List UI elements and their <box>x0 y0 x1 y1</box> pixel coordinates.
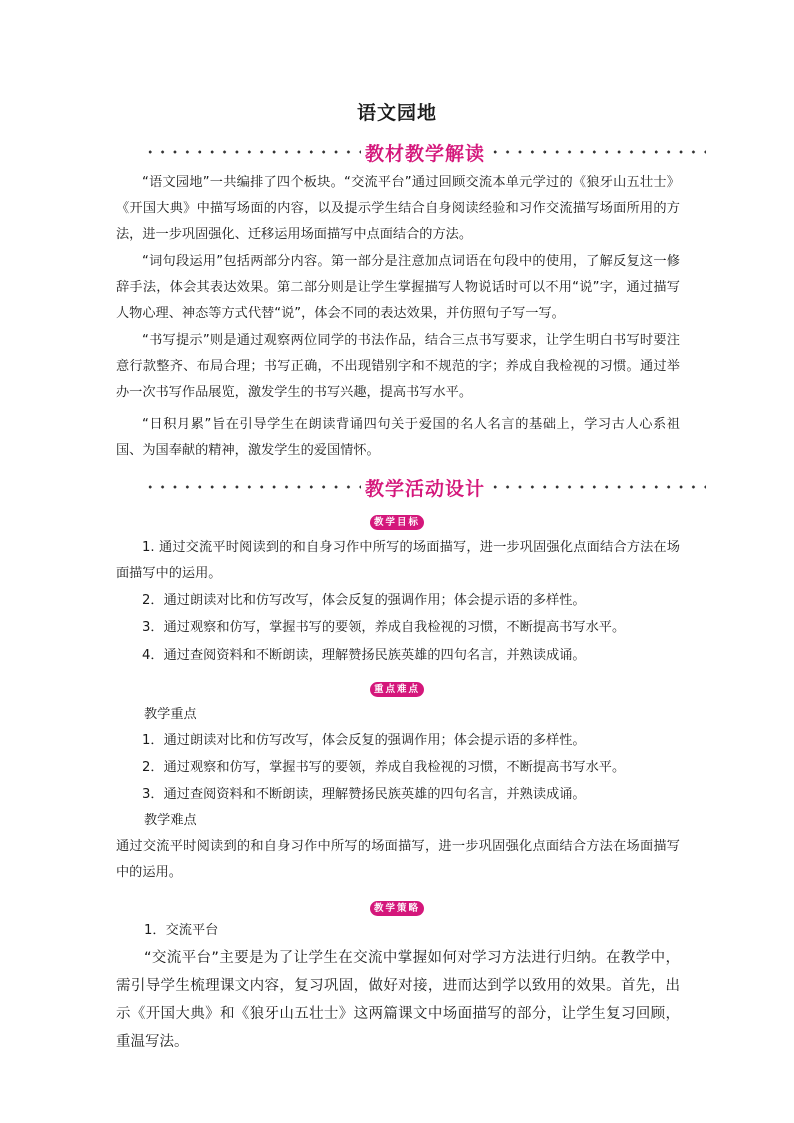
key-point-item: 1．通过朗读对比和仿写改写，体会反复的强调作用；体会提示语的多样性。 <box>142 733 586 748</box>
section-title: 教材教学解读 <box>365 142 486 165</box>
key-point-item: 2．通过观察和仿写，掌握书写的要领，养成自我检视的习惯，不断提高书写水平。 <box>142 760 626 775</box>
paragraph: “词句段运用”包括两部分内容。第一部分是注意加点词语在句段中的使用，了解反复这一修辞手法，体会其表达效果。第二部分则是让学生掌握描写人物说话时可以不用“说”字，通过描写人物心理、神态等方式代替“说”，体会不同的表达效果，并仿照句子写一写。 <box>116 254 680 321</box>
strategy-subheading: 1．交流平台 <box>144 923 219 938</box>
goal-item: 1. 通过交流平时阅读到的和自身习作中所写的场面描写，进一步巩固强化点面结合方法在场面描写中的运用。 <box>116 540 680 581</box>
section-header-reading <box>144 138 706 166</box>
goal-item: 2．通过朗读对比和仿写改写，体会反复的强调作用；体会提示语的多样性。 <box>142 593 586 608</box>
paragraph: “书写提示”则是通过观察两位同学的书法作品，结合三点书写要求，让学生明白书写时要注意行款整齐、布局合理；书写正确，不出现错别字和不规范的字；养成自我检视的习惯。通过举办一次书写作品展览，激发学生的书写兴趣，提高书写水平。 <box>116 333 680 400</box>
dotted-rule-left <box>144 485 361 489</box>
badge-key-difficult <box>0 677 794 697</box>
key-points-label: 教学重点 <box>144 707 197 722</box>
badge-teaching-strategy <box>0 896 794 916</box>
goal-item: 4．通过查阅资料和不断朗读，理解赞扬民族英雄的四句名言，并熟读成诵。 <box>142 648 586 663</box>
paragraph: “日积月累”旨在引导学生在朗读背诵四句关于爱国的名人名言的基础上，学习古人心系祖国、为国奉献的精神，激发学生的爱国情怀。 <box>116 417 680 458</box>
dotted-rule-right <box>489 485 706 489</box>
key-point-item: 3．通过查阅资料和不断朗读，理解赞扬民族英雄的四句名言，并熟读成诵。 <box>142 787 586 802</box>
strategy-text: “交流平台”主要是为了让学生在交流中掌握如何对学习方法进行归纳。在教学中，需引导学生梳理课文内容，复习巩固，做好对接，进而达到学以致用的效果。首先，出示《开国大典》和《狼牙山五壮士》这两篇课文中场面描写的部分，让学生复习回顾，重温写法。 <box>116 950 680 1050</box>
paragraph: “语文园地”一共编排了四个板块。“交流平台”通过回顾交流本单元学过的《狼牙山五壮士》《开国大典》中描写场面的内容，以及提示学生结合自身阅读经验和习作交流描写场面所用的方法，进一步巩固强化、迁移运用场面描写中点面结合的方法。 <box>116 175 680 242</box>
difficulty-text: 通过交流平时阅读到的和自身习作中所写的场面描写，进一步巩固强化点面结合方法在场面描写中的运用。 <box>116 839 680 880</box>
goal-item: 3．通过观察和仿写，掌握书写的要领，养成自我检视的习惯，不断提高书写水平。 <box>142 620 626 635</box>
section-header-activity <box>144 473 706 501</box>
badge-label: 重点难点 <box>370 682 424 697</box>
dotted-rule-right <box>489 150 706 154</box>
badge-teaching-goals <box>0 510 794 530</box>
page-title: 语文园地 <box>356 102 437 124</box>
badge-label: 教学目标 <box>370 515 424 530</box>
badge-label: 教学策略 <box>370 901 424 916</box>
section-title: 教学活动设计 <box>365 477 486 500</box>
difficulty-label: 教学难点 <box>144 813 197 828</box>
dotted-rule-left <box>144 150 361 154</box>
